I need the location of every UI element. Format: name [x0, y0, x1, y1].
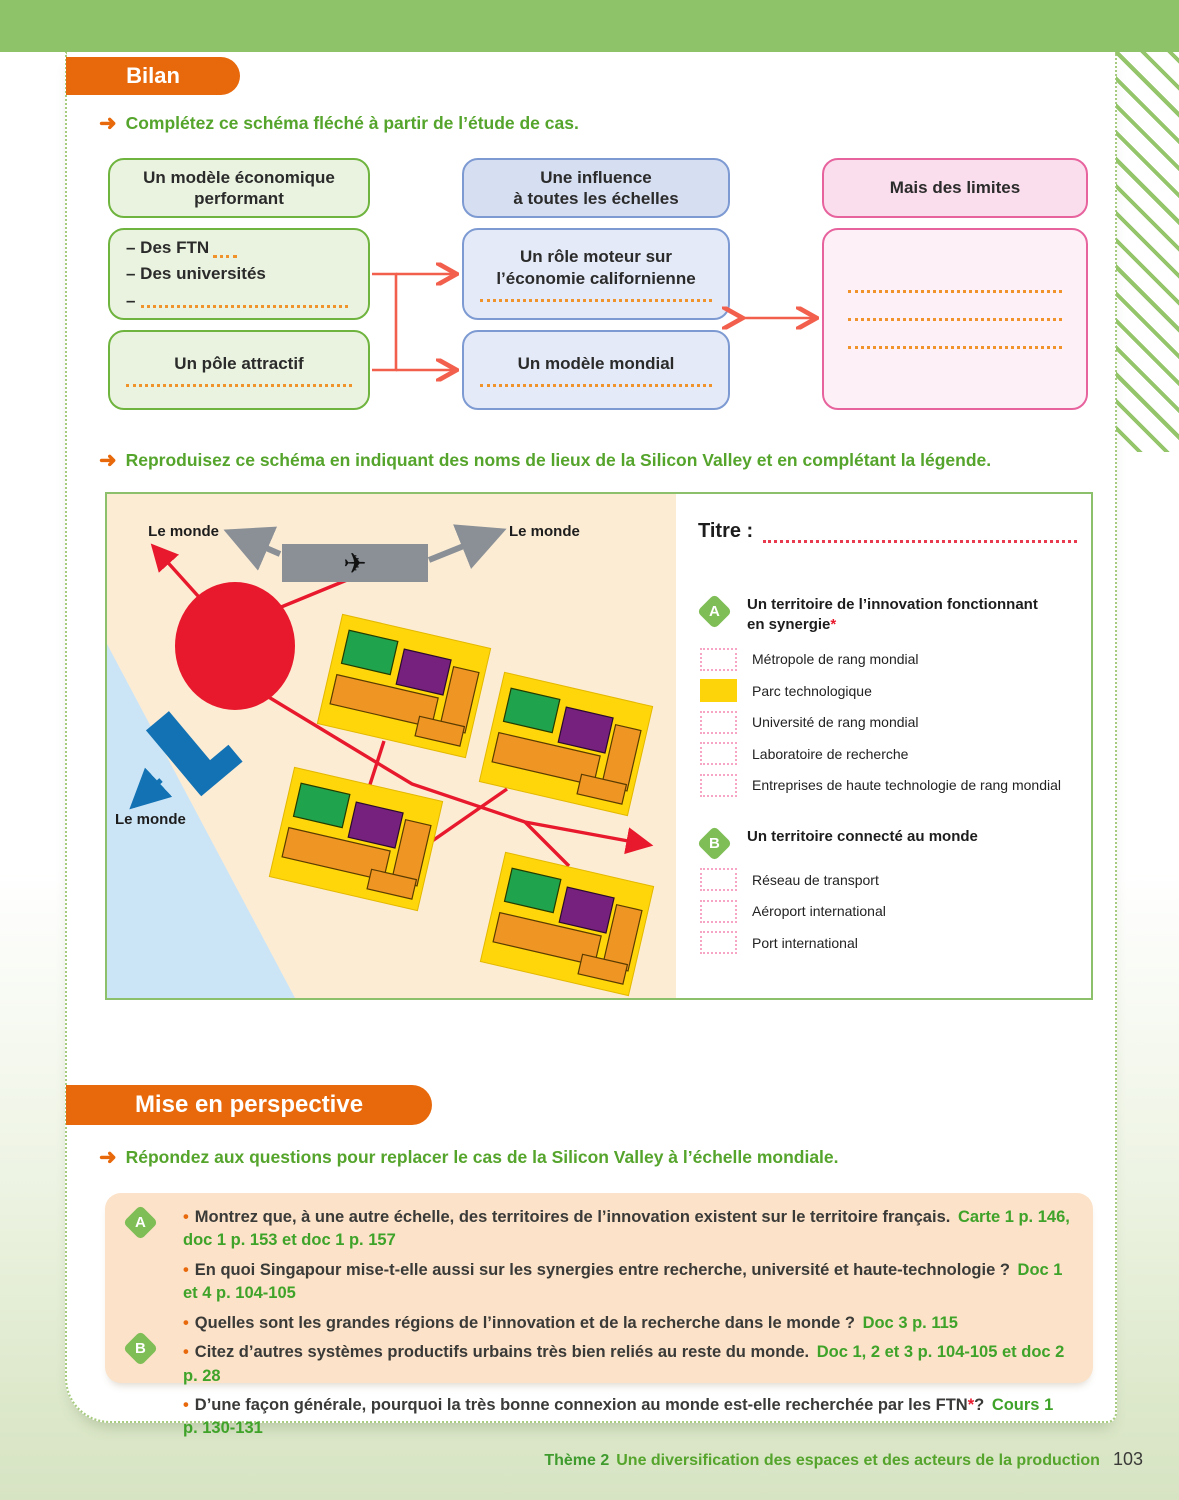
legend-item: Parc technologique [700, 679, 1077, 702]
flowchart-line-universites: – Des universités [126, 264, 266, 284]
flowchart-header-limits [822, 158, 1088, 218]
silicon-valley-schema [105, 492, 1093, 1000]
instruction-1-text: Complétez ce schéma fléché à partir de l’étude de cas. [125, 113, 579, 133]
port-swatch-blank[interactable] [700, 931, 737, 954]
map-legend [676, 494, 1091, 998]
aeroport-swatch-blank[interactable] [700, 900, 737, 923]
universite-swatch-blank[interactable] [700, 711, 737, 734]
flowchart-arrows [370, 220, 825, 415]
metropole-swatch-blank[interactable] [700, 648, 737, 671]
marker-a-diamond: A [697, 594, 732, 629]
fill-in-blank[interactable] [848, 290, 1062, 293]
marker-b-diamond: B [697, 826, 732, 861]
flowchart-header-economic-model [108, 158, 370, 218]
instruction-3 [99, 1147, 839, 1168]
doc-reference: Carte 1 p. 146, doc 1 p. 153 et doc 1 p. 157 [183, 1208, 1070, 1250]
doc-reference: Doc 3 p. 115 [862, 1313, 958, 1332]
fill-in-blank[interactable] [126, 384, 352, 387]
arrow-icon: ➜ [99, 449, 117, 472]
legend-section-b [698, 827, 1077, 856]
instruction-3-text: Répondez aux questions pour replacer le cas de la Silicon Valley à l’échelle mondiale. [125, 1147, 839, 1167]
mise-en-perspective-header: Mise en perspective [66, 1085, 432, 1125]
theme-label: Thème 2 [544, 1452, 610, 1469]
arrow-icon: ➜ [99, 112, 117, 135]
legend-item: Réseau de transport [700, 868, 1077, 891]
question-2: • En quoi Singapour mise-t-elle aussi sur les synergies entre recherche, université et haute-technologie ? Doc 1 et 4 p. 104-105 [183, 1260, 1063, 1303]
legend-item: Métropole de rang mondial [700, 648, 1077, 671]
world-label-top-right: Le monde [509, 523, 580, 540]
doc-reference: Doc 1, 2 et 3 p. 104-105 et doc 2 p. 28 [183, 1343, 1065, 1385]
marker-b-diamond: B [123, 1331, 158, 1366]
flowchart-line-blank: – [126, 290, 136, 310]
legend-item: Laboratoire de recherche [700, 742, 1077, 765]
legend-item: Entreprises de haute technologie de rang mondial [700, 774, 1077, 797]
flowchart-box-limits-blank [822, 228, 1088, 410]
top-green-bar [0, 0, 1179, 52]
entreprises-swatch-blank[interactable] [700, 774, 737, 797]
parc-technologique-swatch [700, 679, 737, 702]
questions-box [105, 1193, 1093, 1438]
flowchart-header-influence-label: Une influence à toutes les échelles [513, 167, 679, 208]
legend-title-label: Titre : [698, 520, 754, 542]
flowchart-header-influence [462, 158, 730, 218]
flowchart-line-ftn: – Des FTN [126, 238, 210, 258]
metropolis-circle [175, 582, 295, 710]
legend-item: Port international [700, 931, 1077, 954]
question-3: • Quelles sont les grandes régions de l’innovation et de la recherche dans le monde ? Doc 3 p. 115 [183, 1313, 958, 1332]
flowchart-box-role-moteur-label: Un rôle moteur sur l’économie californienne [496, 247, 696, 288]
flowchart-header-economic-model-label: Un modèle économique performant [143, 167, 335, 208]
instruction-2 [99, 450, 991, 471]
question-5: • D’une façon générale, pourquoi la très bonne connexion au monde est-elle recherchée par les FTN*? Cours 1 p. 130-131 [183, 1395, 1054, 1438]
diagonal-stripes-decoration [1116, 52, 1179, 452]
page-footer [544, 1449, 1143, 1470]
flowchart-box-modele-mondial-label: Un modèle mondial [517, 353, 675, 373]
legend-item: Université de rang mondial [700, 711, 1077, 734]
fill-in-blank[interactable] [848, 318, 1062, 321]
doc-reference: Cours 1 p. 130-131 [183, 1395, 1054, 1438]
legend-section-a-title: Un territoire de l’innovation fonctionnant en synergie* [747, 596, 1038, 634]
title-fill-blank[interactable] [763, 522, 1077, 543]
bilan-section-header: Bilan [66, 57, 240, 95]
schema-map [107, 494, 676, 998]
world-label-bottom-left: Le monde [115, 811, 186, 828]
legend-item: Aéroport international [700, 900, 1077, 923]
legend-section-a [698, 595, 1077, 636]
fill-in-blank[interactable] [848, 346, 1062, 349]
flowchart-box-pole-attractif-label: Un pôle attractif [174, 353, 304, 373]
flowchart-box-ftn-universites [108, 228, 370, 320]
marker-a-diamond: A [123, 1205, 158, 1240]
flowchart-box-pole-attractif [108, 330, 370, 410]
page-number: 103 [1112, 1449, 1143, 1469]
instruction-1 [99, 113, 579, 134]
legend-title-row [698, 520, 1077, 543]
theme-title: Une diversification des espaces et des acteurs de la production [616, 1452, 1100, 1469]
doc-reference: Doc 1 et 4 p. 104-105 [183, 1260, 1063, 1303]
flowchart-header-limits-label: Mais des limites [889, 178, 1021, 198]
world-label-top-left: Le monde [148, 523, 219, 540]
reseau-swatch-blank[interactable] [700, 868, 737, 891]
question-4: • Citez d’autres systèmes productifs urbains très bien reliés au reste du monde. Doc 1, 2 et 3 p. 104-105 et doc 2 p. 28 [183, 1343, 1065, 1385]
fill-in-blank[interactable] [141, 305, 348, 308]
fill-in-blank[interactable] [213, 255, 237, 258]
bracket-line [372, 274, 396, 370]
laboratoire-swatch-blank[interactable] [700, 742, 737, 765]
airplane-icon: ✈ [343, 548, 367, 579]
question-1: • Montrez que, à une autre échelle, des territoires de l’innovation existent sur le territoire français. Carte 1 p. 146, doc 1 p. 153 et doc 1 p. 157 [183, 1208, 1070, 1250]
legend-section-b-title: Un territoire connecté au monde [747, 828, 978, 845]
instruction-2-text: Reproduisez ce schéma en indiquant des noms de lieux de la Silicon Valley et en complétant la légende. [125, 450, 992, 470]
arrow-icon: ➜ [99, 1146, 117, 1169]
